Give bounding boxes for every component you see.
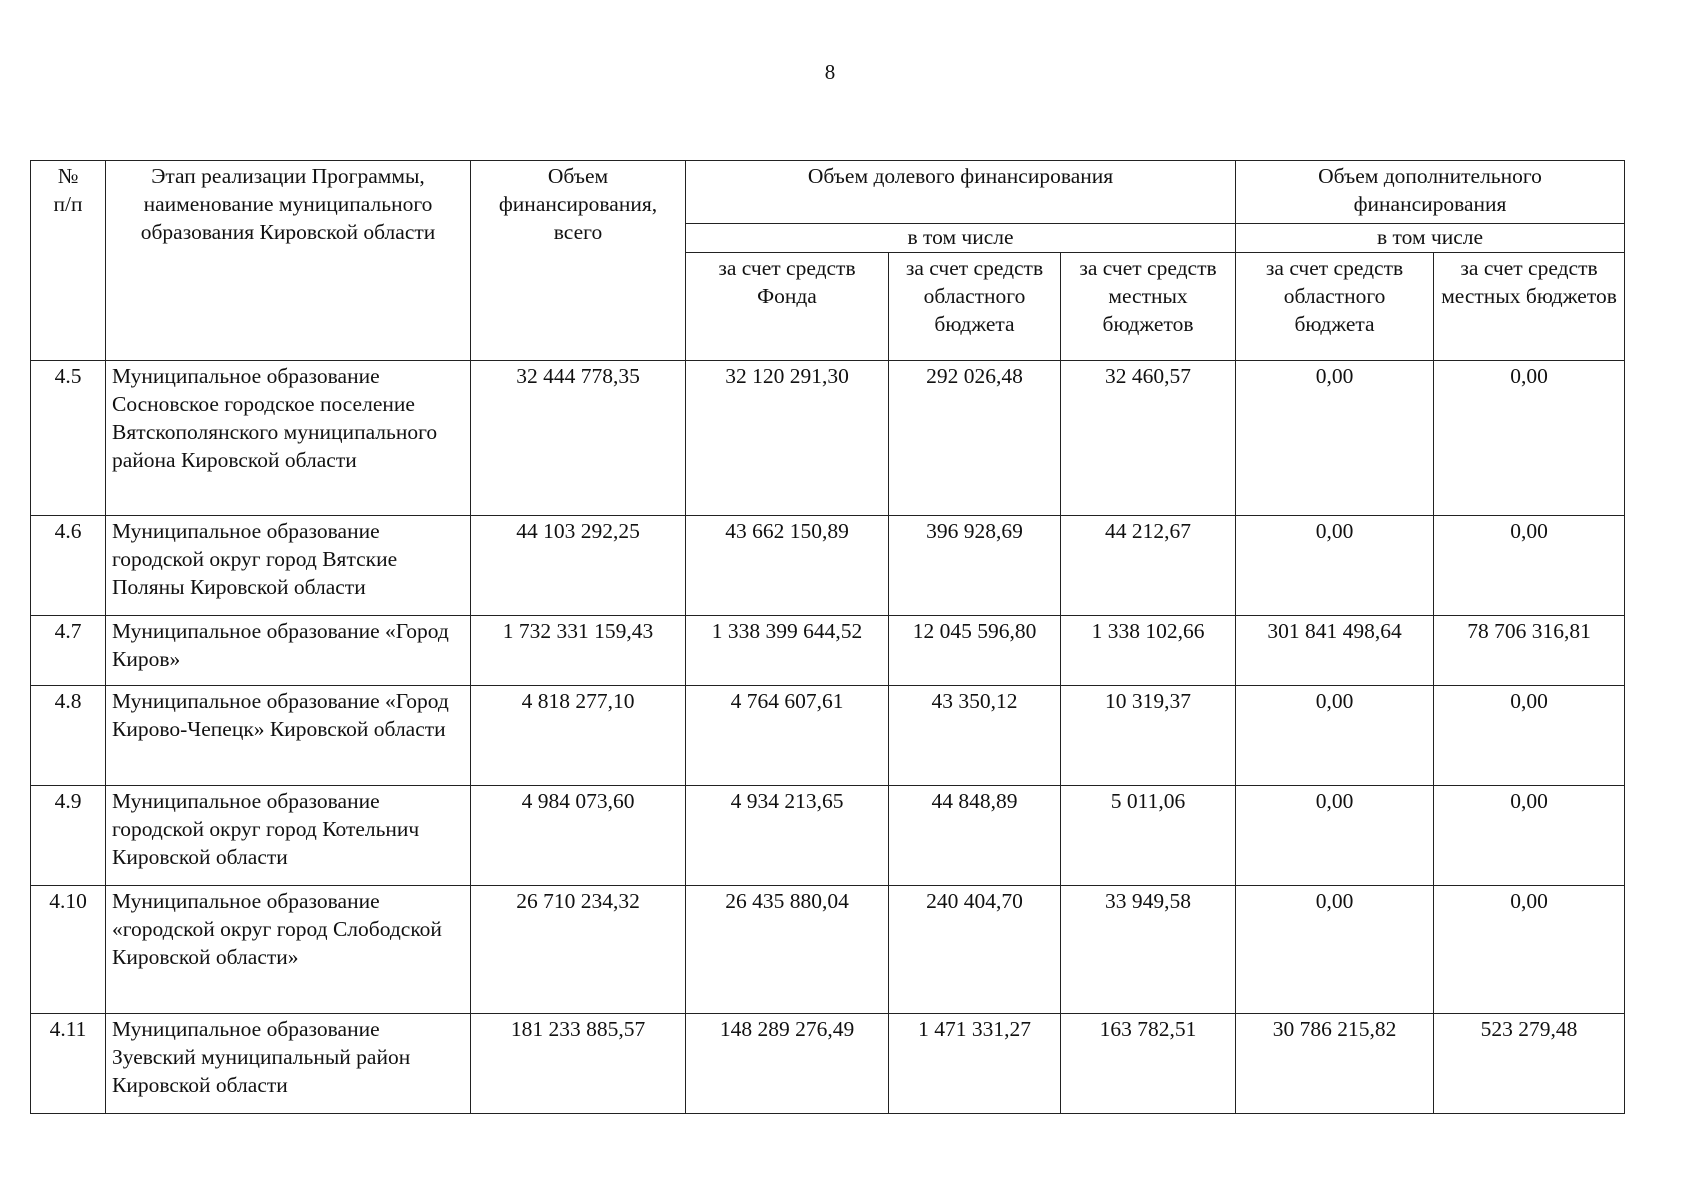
row-total: 1 732 331 159,43 (471, 615, 686, 685)
row-regional: 292 026,48 (889, 360, 1061, 515)
row-index: 4.11 (31, 1013, 106, 1113)
row-fund: 4 934 213,65 (686, 785, 889, 885)
row-regional: 1 471 331,27 (889, 1013, 1061, 1113)
row-add-regional: 0,00 (1236, 685, 1434, 785)
row-fund: 1 338 399 644,52 (686, 615, 889, 685)
header-total: Объем финансирования, всего (471, 161, 686, 361)
table-row (31, 360, 1625, 515)
row-index: 4.6 (31, 515, 106, 615)
row-local: 32 460,57 (1061, 360, 1236, 515)
row-add-local: 0,00 (1434, 785, 1625, 885)
row-local: 44 212,67 (1061, 515, 1236, 615)
table-row (31, 615, 1625, 685)
row-add-regional: 301 841 498,64 (1236, 615, 1434, 685)
row-index: 4.7 (31, 615, 106, 685)
row-total: 4 984 073,60 (471, 785, 686, 885)
row-name: Муниципальное образование городской округ город Котельнич Кировской области (106, 785, 471, 885)
row-local: 33 949,58 (1061, 885, 1236, 1013)
row-add-local: 0,00 (1434, 515, 1625, 615)
header-add-local: за счет средств местных бюджетов (1434, 252, 1625, 360)
row-add-local: 0,00 (1434, 360, 1625, 515)
row-add-local: 0,00 (1434, 685, 1625, 785)
row-name: Муниципальное образование «Город Киров» (106, 615, 471, 685)
table-row (31, 515, 1625, 615)
header-stage: Этап реализации Программы, наименование муниципального образования Кировской области (106, 161, 471, 361)
header-additional-financing: Объем дополнительного финансирования (1236, 161, 1625, 224)
row-add-regional: 0,00 (1236, 360, 1434, 515)
row-add-regional: 0,00 (1236, 785, 1434, 885)
row-add-regional: 30 786 215,82 (1236, 1013, 1434, 1113)
header-local: за счет средств местных бюджетов (1061, 252, 1236, 360)
row-fund: 4 764 607,61 (686, 685, 889, 785)
header-regional: за счет средств областного бюджета (889, 252, 1061, 360)
page-number: 8 (824, 60, 836, 84)
row-fund: 32 120 291,30 (686, 360, 889, 515)
header-additional-including: в том числе (1236, 223, 1625, 252)
row-total: 4 818 277,10 (471, 685, 686, 785)
row-fund: 148 289 276,49 (686, 1013, 889, 1113)
row-total: 181 233 885,57 (471, 1013, 686, 1113)
row-name: Муниципальное образование городской округ город Вятские Поляны Кировской области (106, 515, 471, 615)
table-row (31, 885, 1625, 1013)
row-add-regional: 0,00 (1236, 515, 1434, 615)
row-regional: 43 350,12 (889, 685, 1061, 785)
table-row (31, 1013, 1625, 1113)
row-name: Муниципальное образование Зуевский муниципальный район Кировской области (106, 1013, 471, 1113)
row-index: 4.5 (31, 360, 106, 515)
row-name: Муниципальное образование «Город Кирово-Чепецк» Кировской области (106, 685, 471, 785)
header-shared-including: в том числе (686, 223, 1236, 252)
row-total: 26 710 234,32 (471, 885, 686, 1013)
row-local: 163 782,51 (1061, 1013, 1236, 1113)
row-add-local: 0,00 (1434, 885, 1625, 1013)
row-fund: 26 435 880,04 (686, 885, 889, 1013)
row-local: 5 011,06 (1061, 785, 1236, 885)
financing-table (30, 160, 1625, 1114)
row-fund: 43 662 150,89 (686, 515, 889, 615)
row-total: 32 444 778,35 (471, 360, 686, 515)
row-index: 4.9 (31, 785, 106, 885)
table-row (31, 785, 1625, 885)
row-name: Муниципальное образование Сосновское городское поселение Вятскополянского муниципального района Кировской области (106, 360, 471, 515)
row-local: 10 319,37 (1061, 685, 1236, 785)
row-add-local: 523 279,48 (1434, 1013, 1625, 1113)
header-index: № п/п (31, 161, 106, 361)
row-local: 1 338 102,66 (1061, 615, 1236, 685)
row-regional: 396 928,69 (889, 515, 1061, 615)
row-name: Муниципальное образование «городской округ город Слободской Кировской области» (106, 885, 471, 1013)
row-regional: 44 848,89 (889, 785, 1061, 885)
table-row (31, 685, 1625, 785)
header-fund: за счет средств Фонда (686, 252, 889, 360)
header-shared-financing: Объем долевого финансирования (686, 161, 1236, 224)
row-add-local: 78 706 316,81 (1434, 615, 1625, 685)
row-index: 4.10 (31, 885, 106, 1013)
header-add-regional: за счет средств областного бюджета (1236, 252, 1434, 360)
row-total: 44 103 292,25 (471, 515, 686, 615)
row-add-regional: 0,00 (1236, 885, 1434, 1013)
row-index: 4.8 (31, 685, 106, 785)
row-regional: 240 404,70 (889, 885, 1061, 1013)
row-regional: 12 045 596,80 (889, 615, 1061, 685)
